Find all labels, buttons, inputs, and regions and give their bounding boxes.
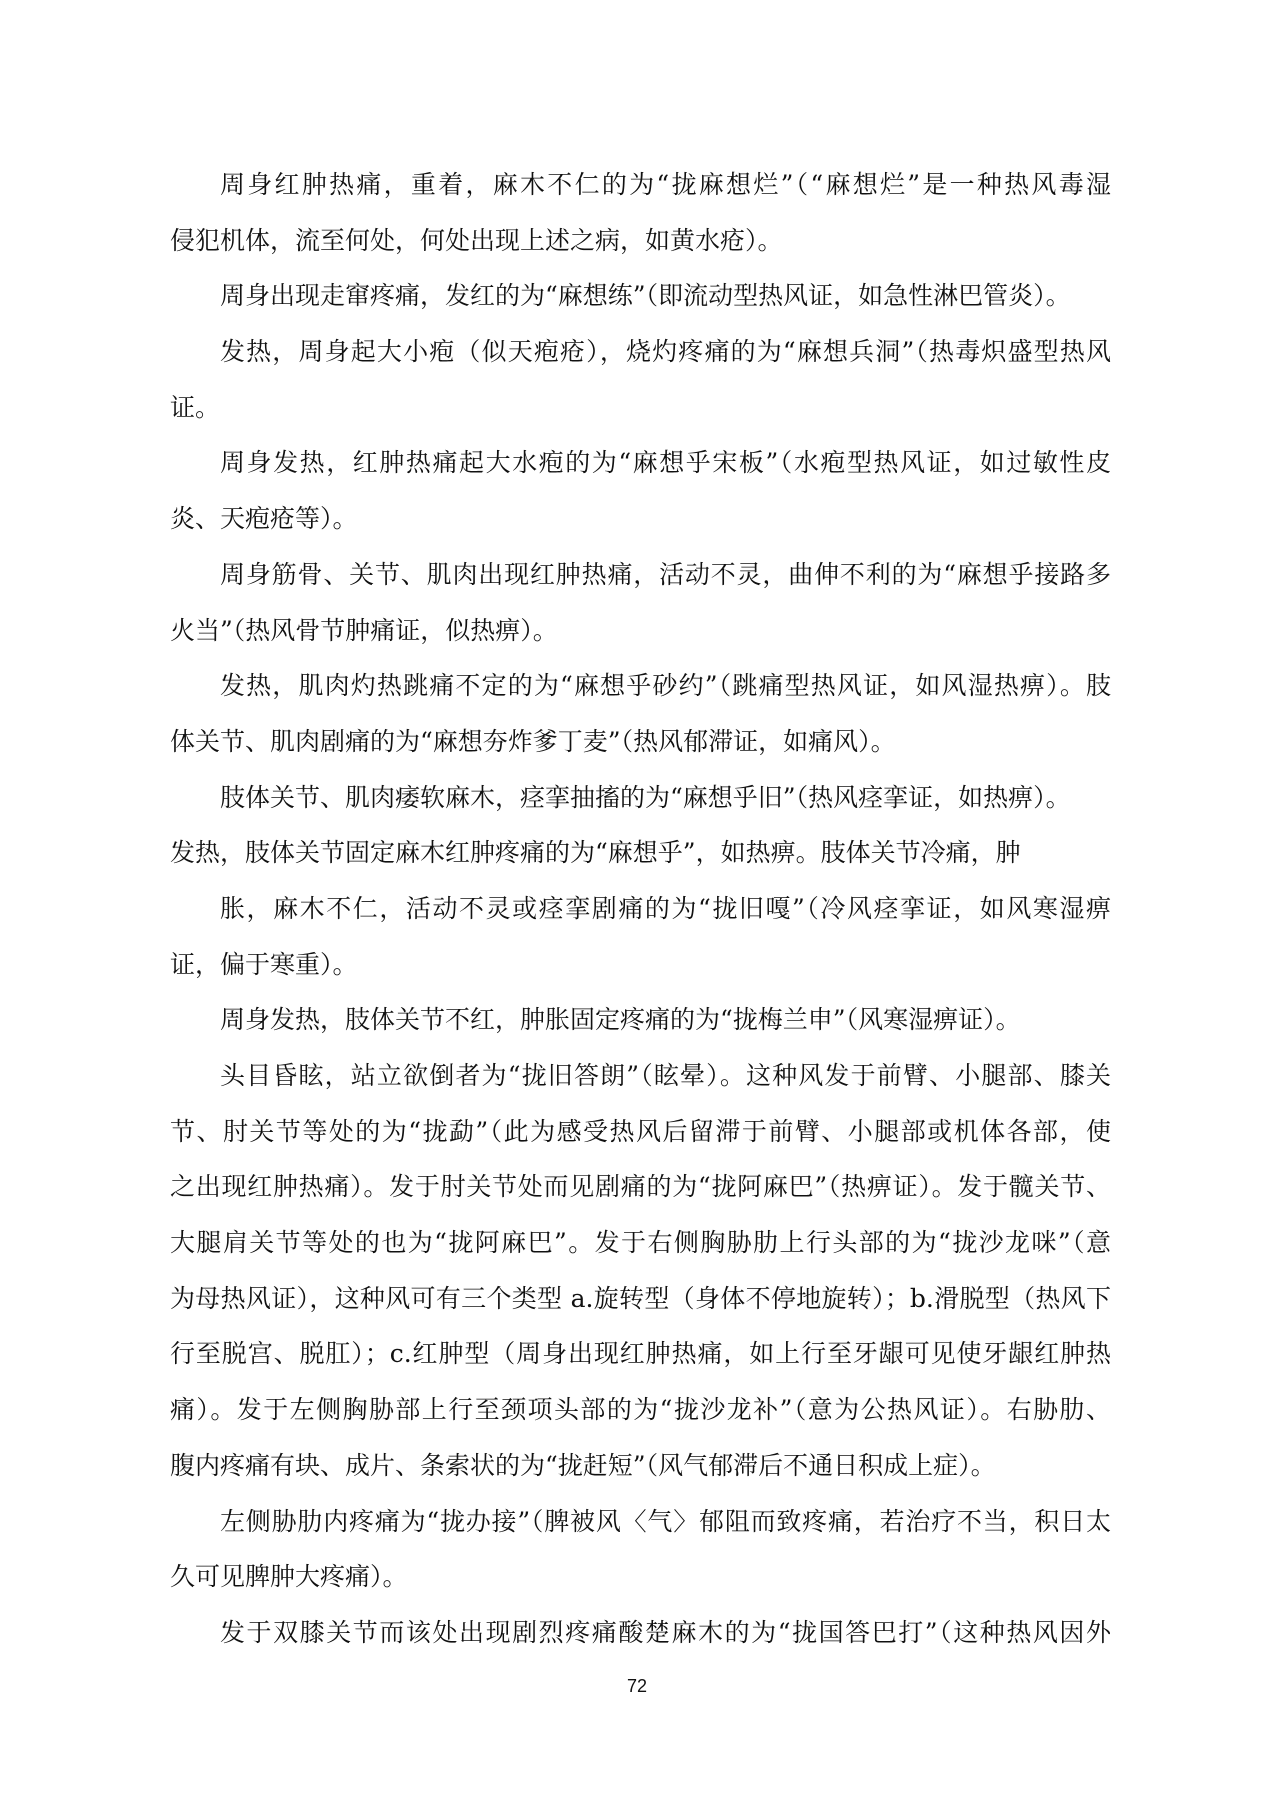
text-line: 头目昏眩，站立欲倒者为“拢旧答朗”（眩晕）。这种风发于前臂、小腿部、膝关 — [220, 1061, 1111, 1090]
text-line: 侵犯机体，流至何处，何处出现上述之病，如黄水疮）。 — [170, 225, 783, 255]
text-line: 火当”（热风骨节肿痛证，似热痹）。 — [170, 615, 558, 645]
text-line: 胀，麻木不仁，活动不灵或痉挛剧痛的为“拢旧嘎”（冷风痉挛证，如风寒湿痹 — [220, 893, 1111, 923]
text-line: 周身发热，红肿热痛起大水疱的为“麻想乎宋板”（水疱型热风证，如过敏性皮 — [220, 448, 1111, 478]
text-line: 行至脱宫、脱肛）；c.红肿型（周身出现红肿热痛，如上行至牙龈可见使牙龈红肿热 — [170, 1339, 1111, 1369]
body-text — [170, 164, 1111, 1668]
page-number: 72 — [626, 1676, 648, 1696]
text-line: 周身筋骨、关节、肌肉出现红肿热痛，活动不灵，曲伸不利的为“麻想乎接路多 — [220, 559, 1111, 589]
text-line: 炎、天疱疮等）。 — [170, 504, 358, 534]
text-line: 节、肘关节等处的为“拢勐”（此为感受热风后留滞于前臂、小腿部或机体各部，使 — [170, 1116, 1111, 1146]
text-line: 久可见脾肿大疼痛）。 — [170, 1562, 408, 1592]
text-line: 周身发热，肢体关节不红，肿胀固定疼痛的为“拢梅兰申”（风寒湿痹证）。 — [220, 1005, 1021, 1035]
text-line: 发热，周身起大小疱（似天疱疮），烧灼疼痛的为“麻想兵洞”（热毒炽盛型热风 — [220, 337, 1111, 367]
text-line: 体关节、肌肉剧痛的为“麻想夯炸爹丁麦”（热风郁滞证，如痛风）。 — [170, 726, 896, 756]
text-line: 发于双膝关节而该处出现剧烈疼痛酸楚麻木的为“拢国答巴打”（这种热风因外 — [220, 1617, 1111, 1647]
text-line: 为母热风证），这种风可有三个类型 a.旋转型（身体不停地旋转）；b.滑脱型（热风下 — [170, 1283, 1111, 1313]
text-line: 证，偏于寒重）。 — [170, 949, 358, 979]
text-line: 证。 — [170, 392, 221, 422]
text-line: 痛）。发于左侧胸胁部上行至颈项头部的为“拢沙龙补”（意为公热风证）。右胁肋、 — [170, 1395, 1111, 1425]
text-line: 大腿肩关节等处的也为“拢阿麻巴”。发于右侧胸胁肋上行头部的为“拢沙龙咪”（意 — [170, 1228, 1111, 1258]
text-line: 发热，肌肉灼热跳痛不定的为“麻想乎砂约”（跳痛型热风证，如风湿热痹）。肢 — [220, 671, 1111, 701]
text-line: 周身红肿热痛，重着，麻木不仁的为“拢麻想烂”（“麻想烂”是一种热风毒湿 — [220, 170, 1111, 199]
text-line: 腹内疼痛有块、成片、条索状的为“拢赶短”（风气郁滞后不通日积成上症）。 — [170, 1450, 996, 1480]
text-line: 周身出现走窜疼痛，发红的为“麻想练”（即流动型热风证，如急性淋巴管炎）。 — [220, 281, 1071, 311]
text-line: 肢体关节、肌肉痿软麻木，痉挛抽搐的为“麻想乎旧”（热风痉挛证，如热痹）。 — [220, 782, 1071, 812]
text-line: 左侧胁肋内疼痛为“拢办接”（脾被风〈气〉郁阻而致疼痛，若治疗不当，积日太 — [220, 1506, 1111, 1536]
text-line: 之出现红肿热痛）。发于肘关节处而见剧痛的为“拢阿麻巴”（热痹证）。发于髋关节、 — [170, 1172, 1111, 1202]
text-line: 发热，肢体关节固定麻木红肿疼痛的为“麻想乎”，如热痹。肢体关节冷痛，肿 — [170, 838, 1021, 868]
